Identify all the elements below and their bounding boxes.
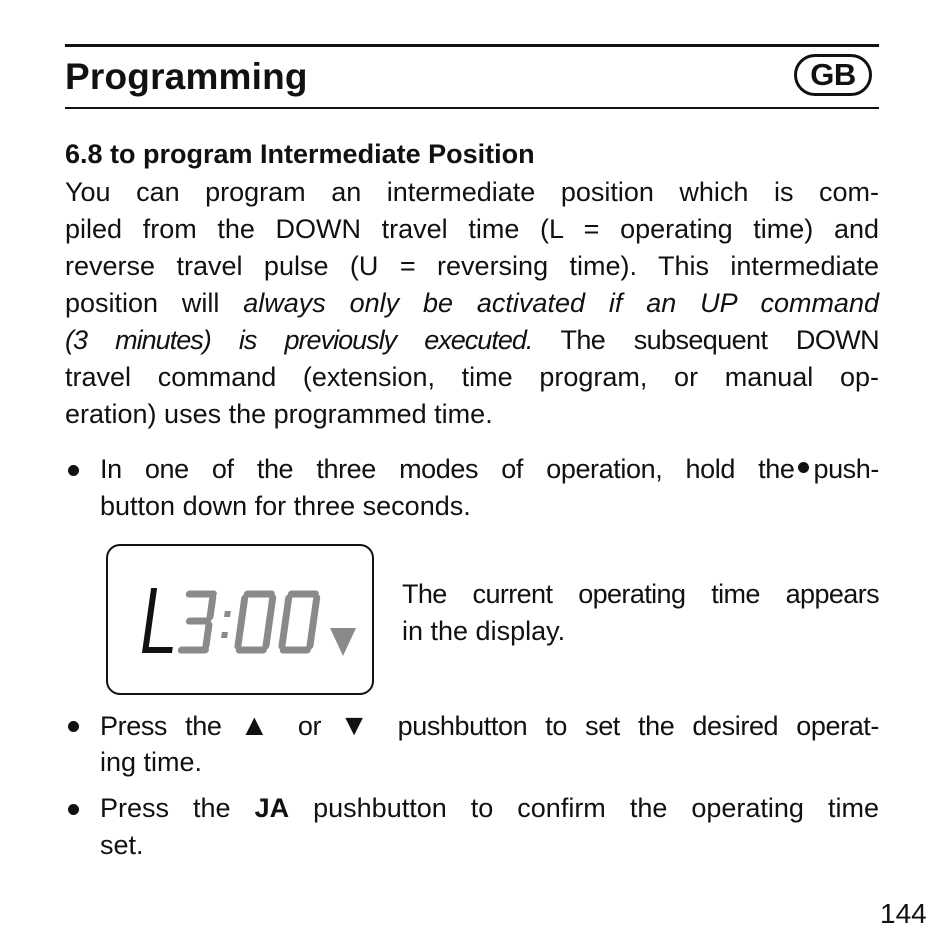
lcd-colon-top [224,611,231,617]
lcd-digit-l [145,591,177,650]
step-1-text [100,451,879,525]
step-line: set. [100,830,144,860]
lcd-dim-digits [181,594,317,650]
step-text: push- [813,454,879,484]
up-arrow-icon: ▲ [239,709,280,742]
step-text: In one of the three modes of operation, hold the [100,454,795,484]
step-text: Press the [100,711,222,741]
dot-button-icon [798,462,809,473]
section-paragraph [65,174,879,433]
ja-button-label: JA [254,793,290,823]
paragraph-text: position will [65,288,244,318]
lcd-display [106,544,374,695]
step-line [100,790,879,827]
lcd-digit-0 [237,594,273,650]
paragraph-emphasis: always only be activated if an UP command [243,288,879,318]
section-heading: 6.8 to program Intermediate Position [65,139,535,169]
step-line [100,451,879,488]
step-text: pushbutton to set the desired operat- [397,711,880,741]
step-line: button down for three seconds. [100,491,471,521]
paragraph-line: eration) uses the programmed time. [65,399,493,429]
paragraph-emphasis: (3 minutes) is previously executed. [65,325,533,355]
step-line: ing time. [100,747,203,777]
step-text: or [297,711,322,741]
step-text: Press the [100,793,231,823]
lcd-colon-bottom [221,632,228,638]
bullet-dot [68,804,79,815]
paragraph-line: piled from the DOWN travel time (L = operating time) and [65,214,879,244]
step-3-text [100,790,879,864]
page-title: Programming [65,56,308,97]
paragraph-line [65,285,879,322]
paragraph-line: reverse travel pulse (U = reversing time). This intermediate [65,251,879,281]
paragraph-text: The subsequent DOWN [532,325,879,355]
lcd-digit-0 [281,594,317,650]
caption-line: in the display. [402,616,566,646]
step-text: pushbutton to confirm the operating time [313,793,879,823]
language-badge: GB [794,54,872,96]
bullet-dot [68,465,79,476]
page-number: 144 [880,898,927,929]
down-arrow-icon [330,628,356,656]
lcd-digit-3 [181,594,213,650]
bullet-dot [68,721,79,732]
header-bottom-rule [65,107,879,109]
down-arrow-icon: ▼ [339,709,380,742]
header-top-rule [65,44,879,47]
lcd-screen [108,546,376,697]
caption-line: The current operating time appears [402,579,879,609]
step-2-text [100,707,879,781]
paragraph-line: travel command (extension, time program, or manual op- [65,362,879,392]
paragraph-line [65,322,879,359]
paragraph-line: You can program an intermediate position which is com- [65,177,879,207]
display-caption [402,576,879,650]
step-line [100,707,879,744]
